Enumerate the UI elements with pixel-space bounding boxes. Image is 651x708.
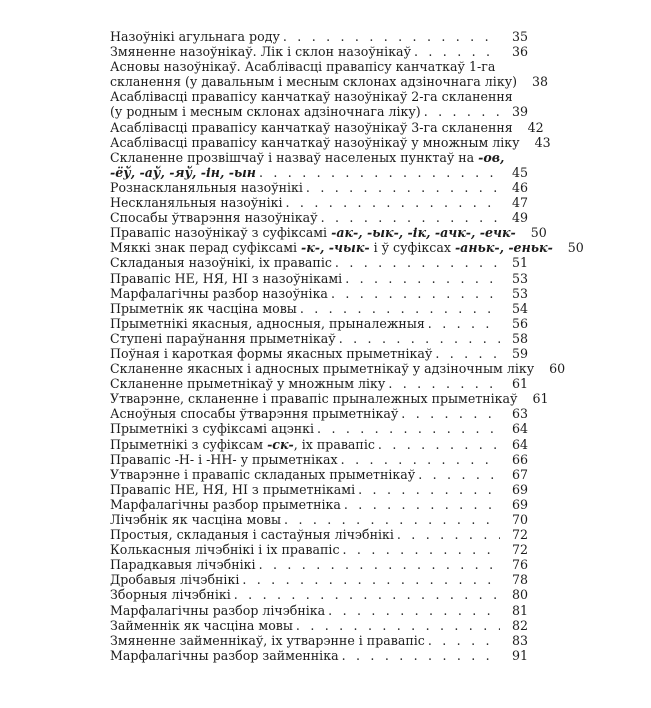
toc-page-number: 76	[511, 557, 528, 573]
toc-entry-title: Спосабы ўтварэння назоўнікаў	[110, 210, 318, 226]
leader-dots	[378, 437, 500, 452]
toc-page-number: 72	[511, 542, 528, 558]
toc-entry	[110, 29, 528, 44]
toc-entry	[110, 437, 528, 452]
toc-page-number: 56	[511, 315, 528, 331]
toc-entry	[110, 512, 528, 527]
toc-entry-title: Марфалагічны разбор лічэбніка	[110, 602, 326, 618]
toc-page-number: 67	[511, 466, 528, 482]
toc-entry	[110, 44, 528, 59]
toc-entry	[110, 271, 528, 286]
leader-dots	[234, 587, 500, 602]
toc-page-number: 91	[511, 647, 528, 663]
toc-entry-title: Ступені параўнання прыметнікаў	[110, 330, 336, 346]
toc-entry-title	[110, 240, 553, 255]
toc-title-suffix: -ск-	[267, 436, 294, 452]
toc-entry	[110, 542, 528, 557]
leader-dots	[401, 406, 500, 421]
toc-entry	[110, 421, 528, 436]
toc-entry	[110, 150, 528, 180]
leader-dots	[328, 603, 500, 618]
toc-entry-title	[110, 437, 375, 452]
toc-page-number: 78	[511, 572, 528, 588]
toc-entry	[110, 633, 528, 648]
toc-entry	[110, 391, 549, 407]
toc-entry	[110, 346, 528, 361]
toc-entry	[110, 301, 528, 316]
toc-entry	[110, 240, 584, 256]
toc-entry-title: Дробавыя лічэбнікі	[110, 572, 240, 588]
toc-entry-title: Асноўныя спосабы ўтварэння прыметнікаў	[110, 406, 399, 422]
toc-entry-title: Правапіс НЕ, НЯ, НІ з назоўнікамі	[110, 270, 343, 286]
toc-title-text: , іх правапіс	[293, 436, 375, 452]
toc-page-number: 50	[530, 225, 547, 241]
toc-title-text: Скланенне прозвішчаў і назваў населеных пунктаў на	[110, 149, 479, 165]
toc-title-text: Прыметнікі з суфіксам	[110, 436, 268, 452]
toc-entry	[110, 587, 528, 602]
toc-entry-title: Зборныя лічэбнікі	[110, 587, 231, 603]
toc-title-suffix: -ов,	[478, 149, 505, 165]
toc-entry-title: Прыметнікі якасныя, адносныя, прыналежныя	[110, 315, 425, 331]
toc-page-number: 35	[511, 29, 528, 44]
toc-entry-title: скланення (у давальным і месным склонах адзіночнага ліку)	[110, 74, 518, 90]
toc-entry-title: Скланенне прыметнікаў у множным ліку	[110, 376, 386, 392]
toc-page-number: 80	[511, 587, 528, 603]
leader-dots	[358, 482, 500, 497]
toc-entry-title: Лічэбнік як часціна мовы	[110, 512, 282, 527]
toc-page-number: 58	[511, 330, 528, 346]
toc-entry	[110, 286, 528, 301]
leader-dots	[321, 210, 500, 225]
leader-dots	[418, 467, 500, 482]
toc-page-number: 72	[511, 527, 528, 543]
toc-entry	[110, 195, 528, 210]
leader-dots	[343, 542, 501, 557]
toc-entry	[110, 648, 528, 663]
toc-page-number: 53	[511, 285, 528, 301]
toc-entry	[110, 497, 528, 512]
toc-entry	[110, 572, 528, 587]
toc-entry	[110, 134, 551, 150]
toc-entry-title: Змяненне назоўнікаў. Лік і склон назоўнікаў	[110, 44, 411, 60]
toc-entry	[110, 316, 528, 331]
toc-entry-title-line1	[110, 150, 528, 165]
toc-title-text: і ў суфіксах	[369, 240, 455, 256]
leader-dots	[342, 648, 500, 663]
toc-title-suffix: -к-, -чык-	[301, 240, 370, 256]
toc-entry-title: Займеннік як часціна мовы	[110, 617, 293, 633]
toc-title-suffix: -ак-, -ык-, -ік, -ачк-, -ечк-	[331, 225, 516, 241]
toc-page-number: 63	[511, 406, 528, 422]
toc-entry-title: Парадкавыя лічэбнікі	[110, 557, 256, 573]
leader-dots	[435, 346, 500, 361]
toc-entry-title: Поўная і кароткая формы якасных прыметнікаў	[110, 345, 433, 361]
toc-entry	[110, 406, 528, 421]
toc-page-number: 53	[511, 270, 528, 286]
toc-page-number: 64	[511, 436, 528, 452]
toc-entry-title: Колькасныя лічэбнікі і іх правапіс	[110, 542, 340, 558]
leader-dots	[344, 497, 500, 512]
toc-title-text: Правапіс назоўнікаў з суфіксамі	[110, 225, 332, 241]
toc-page-number: 49	[511, 210, 528, 226]
toc-entry-title: Марфалагічны разбор прыметніка	[110, 496, 341, 512]
leader-dots	[388, 376, 500, 391]
toc-entry	[110, 618, 528, 633]
toc-page-number: 38	[532, 74, 549, 90]
leader-dots	[335, 255, 500, 270]
leader-dots	[259, 165, 500, 180]
toc-page-number: 70	[511, 512, 528, 527]
toc-entry-title-line1: Асновы назоўнікаў. Асаблівасці правапісу канчаткаў 1-га	[110, 59, 496, 75]
toc-entry-title: Скланенне якасных і адносных прыметнікаў у адзіночным ліку	[110, 361, 535, 377]
toc-entry-title: Назоўнікі агульнага роду	[110, 29, 280, 44]
toc-page-number: 69	[511, 481, 528, 497]
toc-entry	[110, 59, 549, 90]
toc-entry	[110, 361, 566, 377]
toc-entry	[110, 119, 544, 135]
leader-dots	[259, 557, 500, 572]
toc-entry	[110, 452, 528, 467]
toc-page-number: 81	[511, 602, 528, 618]
toc-page-number: 60	[549, 361, 566, 377]
toc-page-number: 69	[511, 496, 528, 512]
toc-page-number: 45	[511, 164, 528, 180]
toc-entry	[110, 331, 528, 346]
toc-entry-title-line1: Асаблівасці правапісу канчаткаў назоўнікаў 2-га скланення	[110, 89, 513, 105]
toc-entry-title: Правапіс -Н- і -НН- у прыметніках	[110, 451, 338, 467]
toc-entry-title: Рознаскланяльныя назоўнікі	[110, 179, 303, 195]
leader-dots	[397, 527, 500, 542]
toc-entry-title: Складаныя назоўнікі, іх правапіс	[110, 255, 332, 271]
toc-entry-title: Асаблівасці правапісу канчаткаў назоўнікаў у множным ліку	[110, 134, 520, 150]
leader-dots	[345, 271, 500, 286]
toc-page-number: 51	[511, 255, 528, 271]
toc-page-number: 54	[511, 300, 528, 316]
toc-entry	[110, 376, 528, 391]
leader-dots	[286, 195, 500, 210]
toc-page-number: 59	[511, 345, 528, 361]
leader-dots	[284, 512, 500, 527]
toc-entry	[110, 210, 528, 225]
toc-entry	[110, 180, 528, 195]
toc-page-number: 64	[511, 421, 528, 437]
toc-page-number: 83	[511, 632, 528, 648]
leader-dots	[428, 633, 500, 648]
toc-page-number: 36	[511, 44, 528, 60]
toc-entry-title: Змяненне займеннікаў, іх утварэнне і правапіс	[110, 632, 425, 648]
toc-entry-title: Марфалагічны разбор назоўніка	[110, 285, 328, 301]
leader-dots	[242, 572, 500, 587]
toc-entry-title: Прыметнік як часціна мовы	[110, 300, 297, 316]
toc-page-number: 42	[527, 119, 544, 135]
toc-entry-title	[110, 225, 516, 240]
toc-entry	[110, 527, 528, 542]
toc-entry	[110, 225, 547, 241]
toc-title-suffix: -аньк-, -еньк-	[454, 240, 553, 256]
leader-dots	[296, 618, 500, 633]
toc-entry	[110, 255, 528, 270]
leader-dots	[424, 104, 500, 119]
leader-dots	[317, 421, 500, 436]
toc-entry-title: Правапіс НЕ, НЯ, НІ з прыметнікамі	[110, 481, 356, 497]
toc-entry	[110, 603, 528, 618]
toc-page-number: 46	[511, 179, 528, 195]
leader-dots	[283, 29, 500, 44]
toc-title-text: Мяккі знак перад суфіксамі	[110, 240, 302, 256]
toc-entry-title: Марфалагічны разбор займенніка	[110, 647, 339, 663]
toc-entry-title: Простыя, складаныя і састаўныя лічэбнікі	[110, 527, 394, 543]
toc-entry-title: Утварэнне і правапіс складаных прыметнікаў	[110, 466, 416, 482]
leader-dots	[331, 286, 500, 301]
toc-page-number: 61	[511, 376, 528, 392]
toc-entry-title: Нескланяльныя назоўнікі	[110, 195, 283, 211]
toc-entry	[110, 482, 528, 497]
leader-dots	[414, 44, 500, 59]
toc-entry	[110, 89, 528, 119]
toc-entry	[110, 467, 528, 482]
leader-dots	[306, 180, 500, 195]
toc-entry-title: Асаблівасці правапісу канчаткаў назоўнікаў 3-га скланення	[110, 119, 513, 135]
leader-dots	[300, 301, 500, 316]
table-of-contents	[110, 29, 584, 663]
toc-page-number: 50	[567, 240, 584, 256]
leader-dots	[339, 331, 500, 346]
leader-dots	[428, 316, 500, 331]
toc-entry	[110, 557, 528, 572]
toc-entry-title: Прыметнікі з суфіксамі ацэнкі	[110, 421, 315, 437]
toc-entry-title: (у родным і месным склонах адзіночнага ліку)	[110, 104, 421, 120]
toc-page-number: 43	[534, 134, 551, 150]
toc-entry-title: Утварэнне, скланенне і правапіс прыналежных прыметнікаў	[110, 391, 518, 407]
leader-dots	[341, 452, 500, 467]
toc-entry-title: -ёў, -аў, -яў, -ін, -ын	[110, 164, 256, 180]
toc-page-number: 47	[511, 195, 528, 211]
toc-page-number: 82	[511, 617, 528, 633]
toc-page-number: 66	[511, 451, 528, 467]
toc-page-number: 39	[511, 104, 528, 120]
toc-page-number: 61	[532, 391, 549, 407]
